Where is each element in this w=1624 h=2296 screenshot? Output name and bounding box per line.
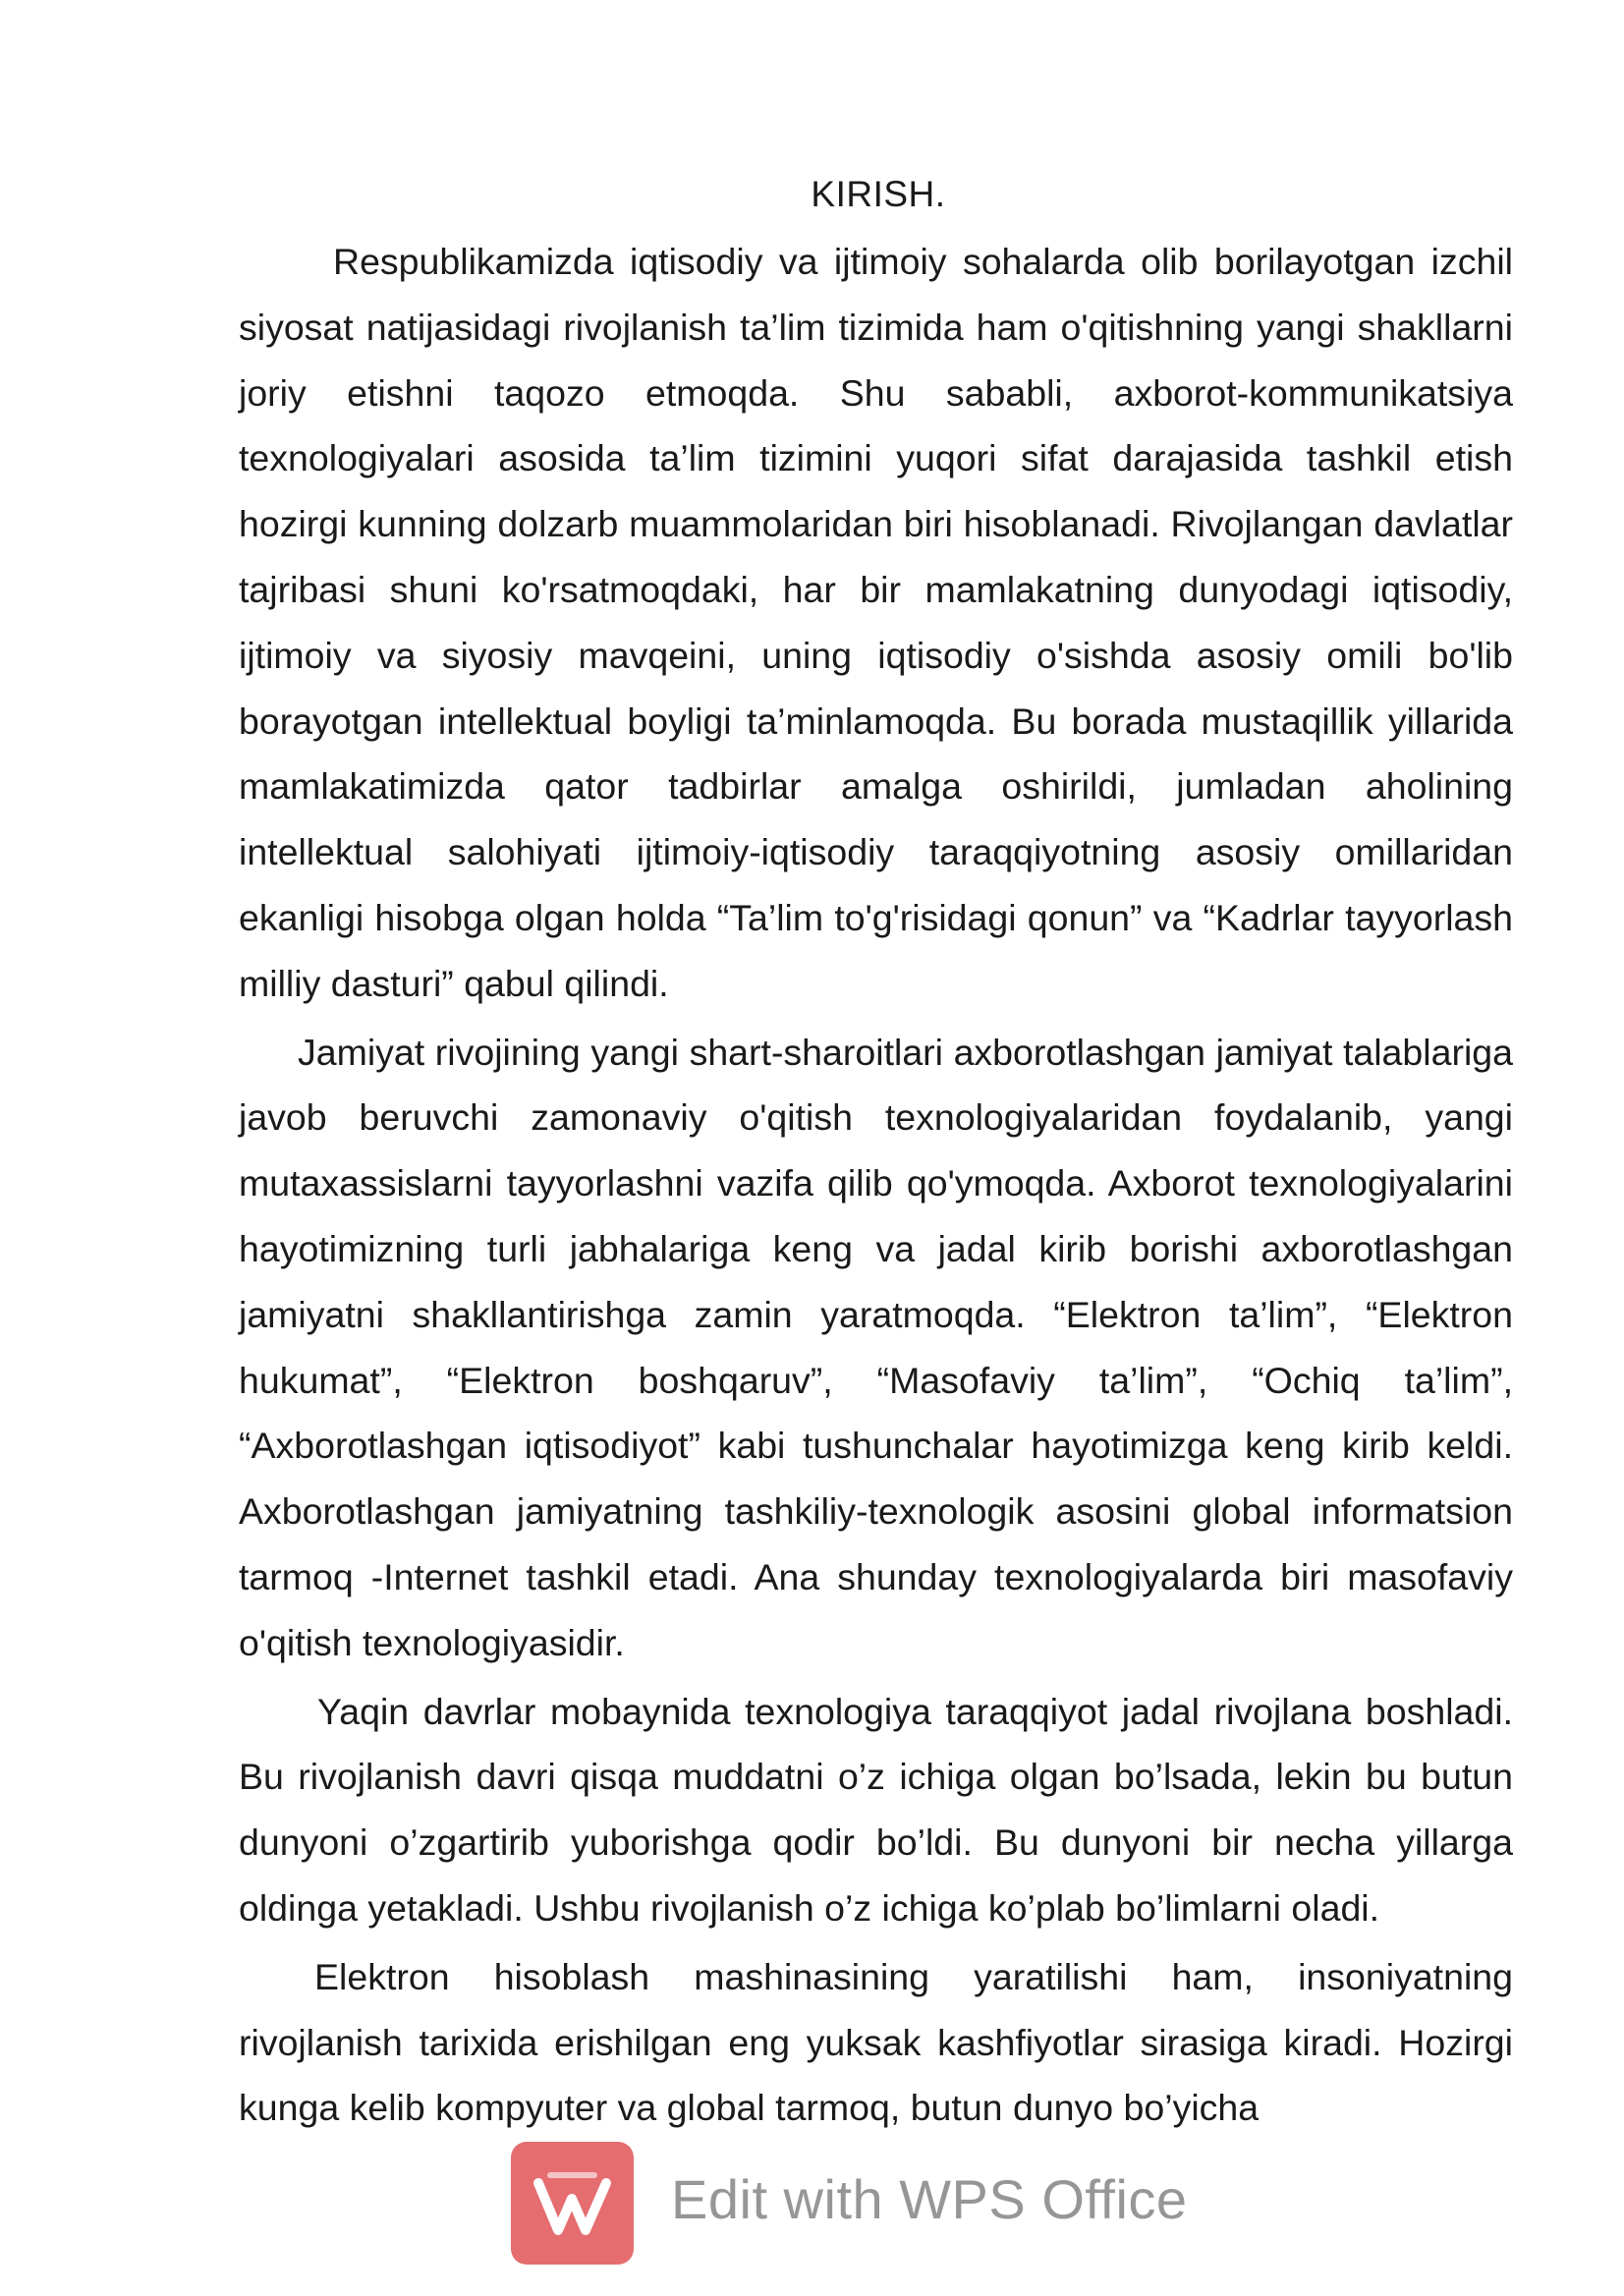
document-body bbox=[239, 229, 1513, 2144]
wps-logo-icon[interactable] bbox=[511, 2142, 634, 2265]
wps-w-glyph bbox=[511, 2142, 634, 2265]
paragraph-2: Jamiyat rivojining yangi shart-sharoitlari axborotlashgan jamiyat talablariga javob beruvchi zamonaviy o'qitish texnologiyalaridan foydalanib, yangi mutaxassislarni tayyorlashni vazifa qilib qo'ymoqda. Axborot texnologiyalarini hayotimizning turli jabhalariga keng va jadal kirib borishi axborotlashgan jamiyatni shakllantirishga zamin yaratmoqda. “Elektron ta’lim”, “Elektron hukumat”, “Elektron boshqaruv”, “Masofaviy ta’lim”, “Ochiq ta’lim”, “Axborotlashgan iqtisodiyot” kabi tushunchalar hayotimizga keng kirib keldi. Axborotlashgan jamiyatning tashkiliy-texnologik asosini global informatsion tarmoq -Internet tashkil etadi. Ana shunday texnologiyalarda biri masofaviy o'qitish texnologiyasidir. bbox=[239, 1031, 1513, 1663]
document-title: KIRISH. bbox=[811, 174, 946, 214]
wps-watermark-text[interactable]: Edit with WPS Office bbox=[671, 2168, 1188, 2230]
paragraph-4: Elektron hisoblash mashinasining yaratilishi ham, insoniyatning rivojlanish tarixida erishilgan eng yuksak kashfiyotlar sirasiga kiradi. Hozirgi kunga kelib kompyuter va global tarmoq, butun dunyo bo’yicha bbox=[239, 1955, 1513, 2129]
paragraph-1: Respublikamizda iqtisodiy va ijtimoiy sohalarda olib borilayotgan izchil siyosat natijasidagi rivojlanish ta’lim tizimida ham o'qitishning yangi shakllarni joriy etishni taqozo etmoqda. Shu sababli, axborot-kommunikatsiya texnologiyalari asosida ta’lim tizimini yuqori sifat darajasida tashkil etish hozirgi kunning dolzarb muammolaridan biri hisoblanadi. Rivojlangan davlatlar tajribasi shuni ko'rsatmoqdaki, har bir mamlakatning dunyodagi iqtisodiy, ijtimoiy va siyosiy mavqeini, uning iqtisodiy o'sishda asosiy omili bo'lib borayotgan intellektual boyligi ta’minlamoqda. Bu borada mustaqillik yillarida mamlakatimizda qator tadbirlar amalga oshirildi, jumladan aholining intellektual salohiyati ijtimoiy-iqtisodiy taraqqiyotning asosiy omillaridan ekanligi hisobga olgan holda “Ta’lim to'g'risidagi qonun” va “Kadrlar tayyorlash milliy dasturi” qabul qilindi. bbox=[239, 241, 1513, 1004]
paragraph-3: Yaqin davrlar mobaynida texnologiya taraqqiyot jadal rivojlana boshladi. Bu rivojlanish davri qisqa muddatni o’z ichiga olgan bo’lsada, lekin bu butun dunyoni o’zgartirib yuborishga qodir bo’ldi. Bu dunyoni bir necha yillarga oldinga yetakladi. Ushbu rivojlanish o’z ichiga ko’plab bo’limlarni oladi. bbox=[239, 1690, 1513, 1929]
